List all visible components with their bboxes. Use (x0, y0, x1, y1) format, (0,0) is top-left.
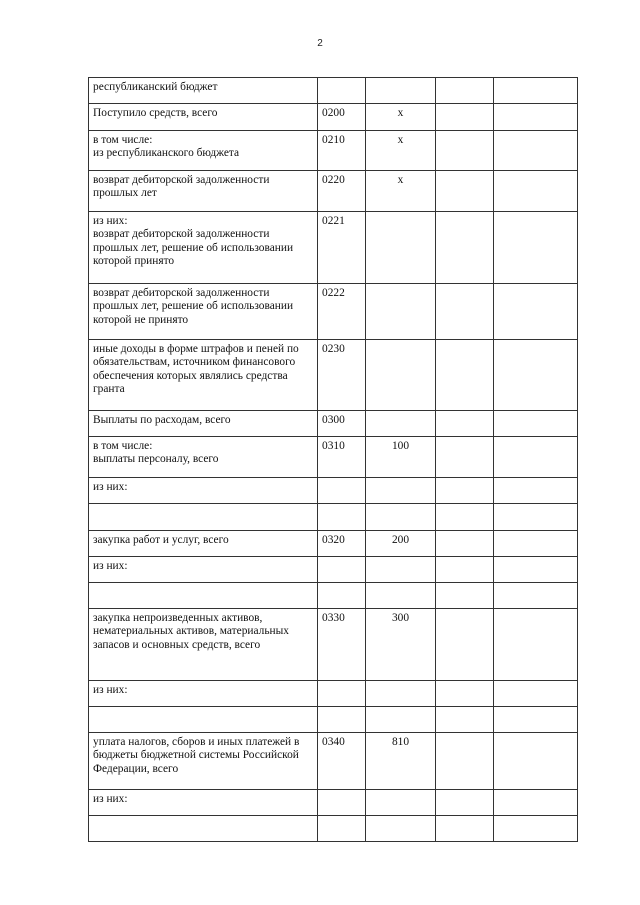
row-name-cell: из них: (89, 790, 318, 816)
row-col4-cell (436, 131, 494, 171)
row-name-cell: возврат дебиторской задолженности прошлых лет (89, 171, 318, 212)
row-code-cell: 0220 (318, 171, 366, 212)
row-kvr-cell: х (366, 131, 436, 171)
row-col4-cell (436, 790, 494, 816)
row-code-cell: 0340 (318, 733, 366, 790)
row-col4-cell (436, 78, 494, 104)
row-code-cell: 0221 (318, 212, 366, 284)
row-name-cell (89, 583, 318, 609)
table-row (89, 478, 578, 504)
row-name-cell: в том числе: выплаты персоналу, всего (89, 437, 318, 478)
row-name-cell: Выплаты по расходам, всего (89, 411, 318, 437)
row-code-cell: 0200 (318, 104, 366, 131)
table-row (89, 816, 578, 842)
row-kvr-cell (366, 212, 436, 284)
row-col4-cell (436, 478, 494, 504)
row-kvr-cell: 200 (366, 531, 436, 557)
row-col4-cell (436, 411, 494, 437)
row-col5-cell (494, 816, 578, 842)
row-col5-cell (494, 583, 578, 609)
table-row (89, 733, 578, 790)
row-name-cell: Поступило средств, всего (89, 104, 318, 131)
table-row (89, 609, 578, 681)
row-code-cell: 0222 (318, 284, 366, 340)
row-code-cell (318, 504, 366, 531)
table-row (89, 78, 578, 104)
row-name-cell: из них: (89, 557, 318, 583)
row-kvr-cell (366, 284, 436, 340)
row-col5-cell (494, 131, 578, 171)
row-code-cell (318, 707, 366, 733)
row-kvr-cell (366, 411, 436, 437)
row-kvr-cell (366, 557, 436, 583)
row-code-cell (318, 78, 366, 104)
row-name-cell: республиканский бюджет (89, 78, 318, 104)
row-col4-cell (436, 733, 494, 790)
table-row (89, 340, 578, 411)
row-kvr-cell (366, 504, 436, 531)
row-col4-cell (436, 104, 494, 131)
row-code-cell (318, 816, 366, 842)
table-row (89, 681, 578, 707)
row-col5-cell (494, 104, 578, 131)
row-col4-cell (436, 816, 494, 842)
row-col4-cell (436, 284, 494, 340)
row-kvr-cell (366, 707, 436, 733)
row-code-cell: 0330 (318, 609, 366, 681)
row-col4-cell (436, 212, 494, 284)
row-code-cell (318, 478, 366, 504)
row-col4-cell (436, 557, 494, 583)
table-row (89, 504, 578, 531)
row-col5-cell (494, 733, 578, 790)
row-code-cell (318, 790, 366, 816)
row-col4-cell (436, 707, 494, 733)
table-row (89, 707, 578, 733)
row-kvr-cell: х (366, 104, 436, 131)
row-code-cell (318, 681, 366, 707)
row-code-cell: 0230 (318, 340, 366, 411)
table-row (89, 583, 578, 609)
row-col4-cell (436, 340, 494, 411)
row-name-cell: иные доходы в форме штрафов и пеней по обязательствам, источником финансового обеспечения которых являлись средства гранта (89, 340, 318, 411)
row-col5-cell (494, 707, 578, 733)
row-col5-cell (494, 437, 578, 478)
row-kvr-cell: 810 (366, 733, 436, 790)
row-kvr-cell: 100 (366, 437, 436, 478)
row-col5-cell (494, 478, 578, 504)
table-row (89, 131, 578, 171)
row-col5-cell (494, 340, 578, 411)
row-code-cell: 0310 (318, 437, 366, 478)
row-name-cell (89, 707, 318, 733)
report-table-body (89, 78, 578, 842)
row-col4-cell (436, 504, 494, 531)
row-name-cell: закупка работ и услуг, всего (89, 531, 318, 557)
table-row (89, 437, 578, 478)
row-col5-cell (494, 531, 578, 557)
row-col5-cell (494, 212, 578, 284)
row-code-cell (318, 583, 366, 609)
row-kvr-cell (366, 583, 436, 609)
row-name-cell (89, 816, 318, 842)
table-row (89, 790, 578, 816)
row-kvr-cell: 300 (366, 609, 436, 681)
row-code-cell: 0300 (318, 411, 366, 437)
row-name-cell: из них: (89, 478, 318, 504)
table-row (89, 284, 578, 340)
table-row (89, 104, 578, 131)
page-number: 2 (317, 38, 323, 49)
row-col4-cell (436, 583, 494, 609)
row-name-cell: уплата налогов, сборов и иных платежей в бюджеты бюджетной системы Российской Федерации, всего (89, 733, 318, 790)
row-col5-cell (494, 284, 578, 340)
table-row (89, 171, 578, 212)
row-name-cell: закупка непроизведенных активов, нематериальных активов, материальных запасов и основных средств, всего (89, 609, 318, 681)
row-col4-cell (436, 609, 494, 681)
table-row (89, 212, 578, 284)
table-row (89, 411, 578, 437)
row-col4-cell (436, 531, 494, 557)
table-row (89, 557, 578, 583)
row-kvr-cell (366, 78, 436, 104)
row-col5-cell (494, 504, 578, 531)
row-col5-cell (494, 78, 578, 104)
row-code-cell: 0210 (318, 131, 366, 171)
row-col5-cell (494, 411, 578, 437)
row-col4-cell (436, 171, 494, 212)
row-code-cell (318, 557, 366, 583)
report-table (88, 77, 578, 842)
row-col4-cell (436, 681, 494, 707)
row-kvr-cell (366, 478, 436, 504)
row-kvr-cell (366, 340, 436, 411)
row-kvr-cell (366, 681, 436, 707)
row-col5-cell (494, 790, 578, 816)
row-kvr-cell (366, 816, 436, 842)
row-col4-cell (436, 437, 494, 478)
row-col5-cell (494, 681, 578, 707)
row-col5-cell (494, 609, 578, 681)
row-name-cell: возврат дебиторской задолженности прошлых лет, решение об использовании которой не принято (89, 284, 318, 340)
table-row (89, 531, 578, 557)
row-col5-cell (494, 557, 578, 583)
row-kvr-cell: х (366, 171, 436, 212)
row-name-cell: из них: (89, 681, 318, 707)
row-code-cell: 0320 (318, 531, 366, 557)
row-name-cell (89, 504, 318, 531)
row-name-cell: в том числе: из республиканского бюджета (89, 131, 318, 171)
row-kvr-cell (366, 790, 436, 816)
row-name-cell: из них: возврат дебиторской задолженности прошлых лет, решение об использовании которой принято (89, 212, 318, 284)
row-col5-cell (494, 171, 578, 212)
